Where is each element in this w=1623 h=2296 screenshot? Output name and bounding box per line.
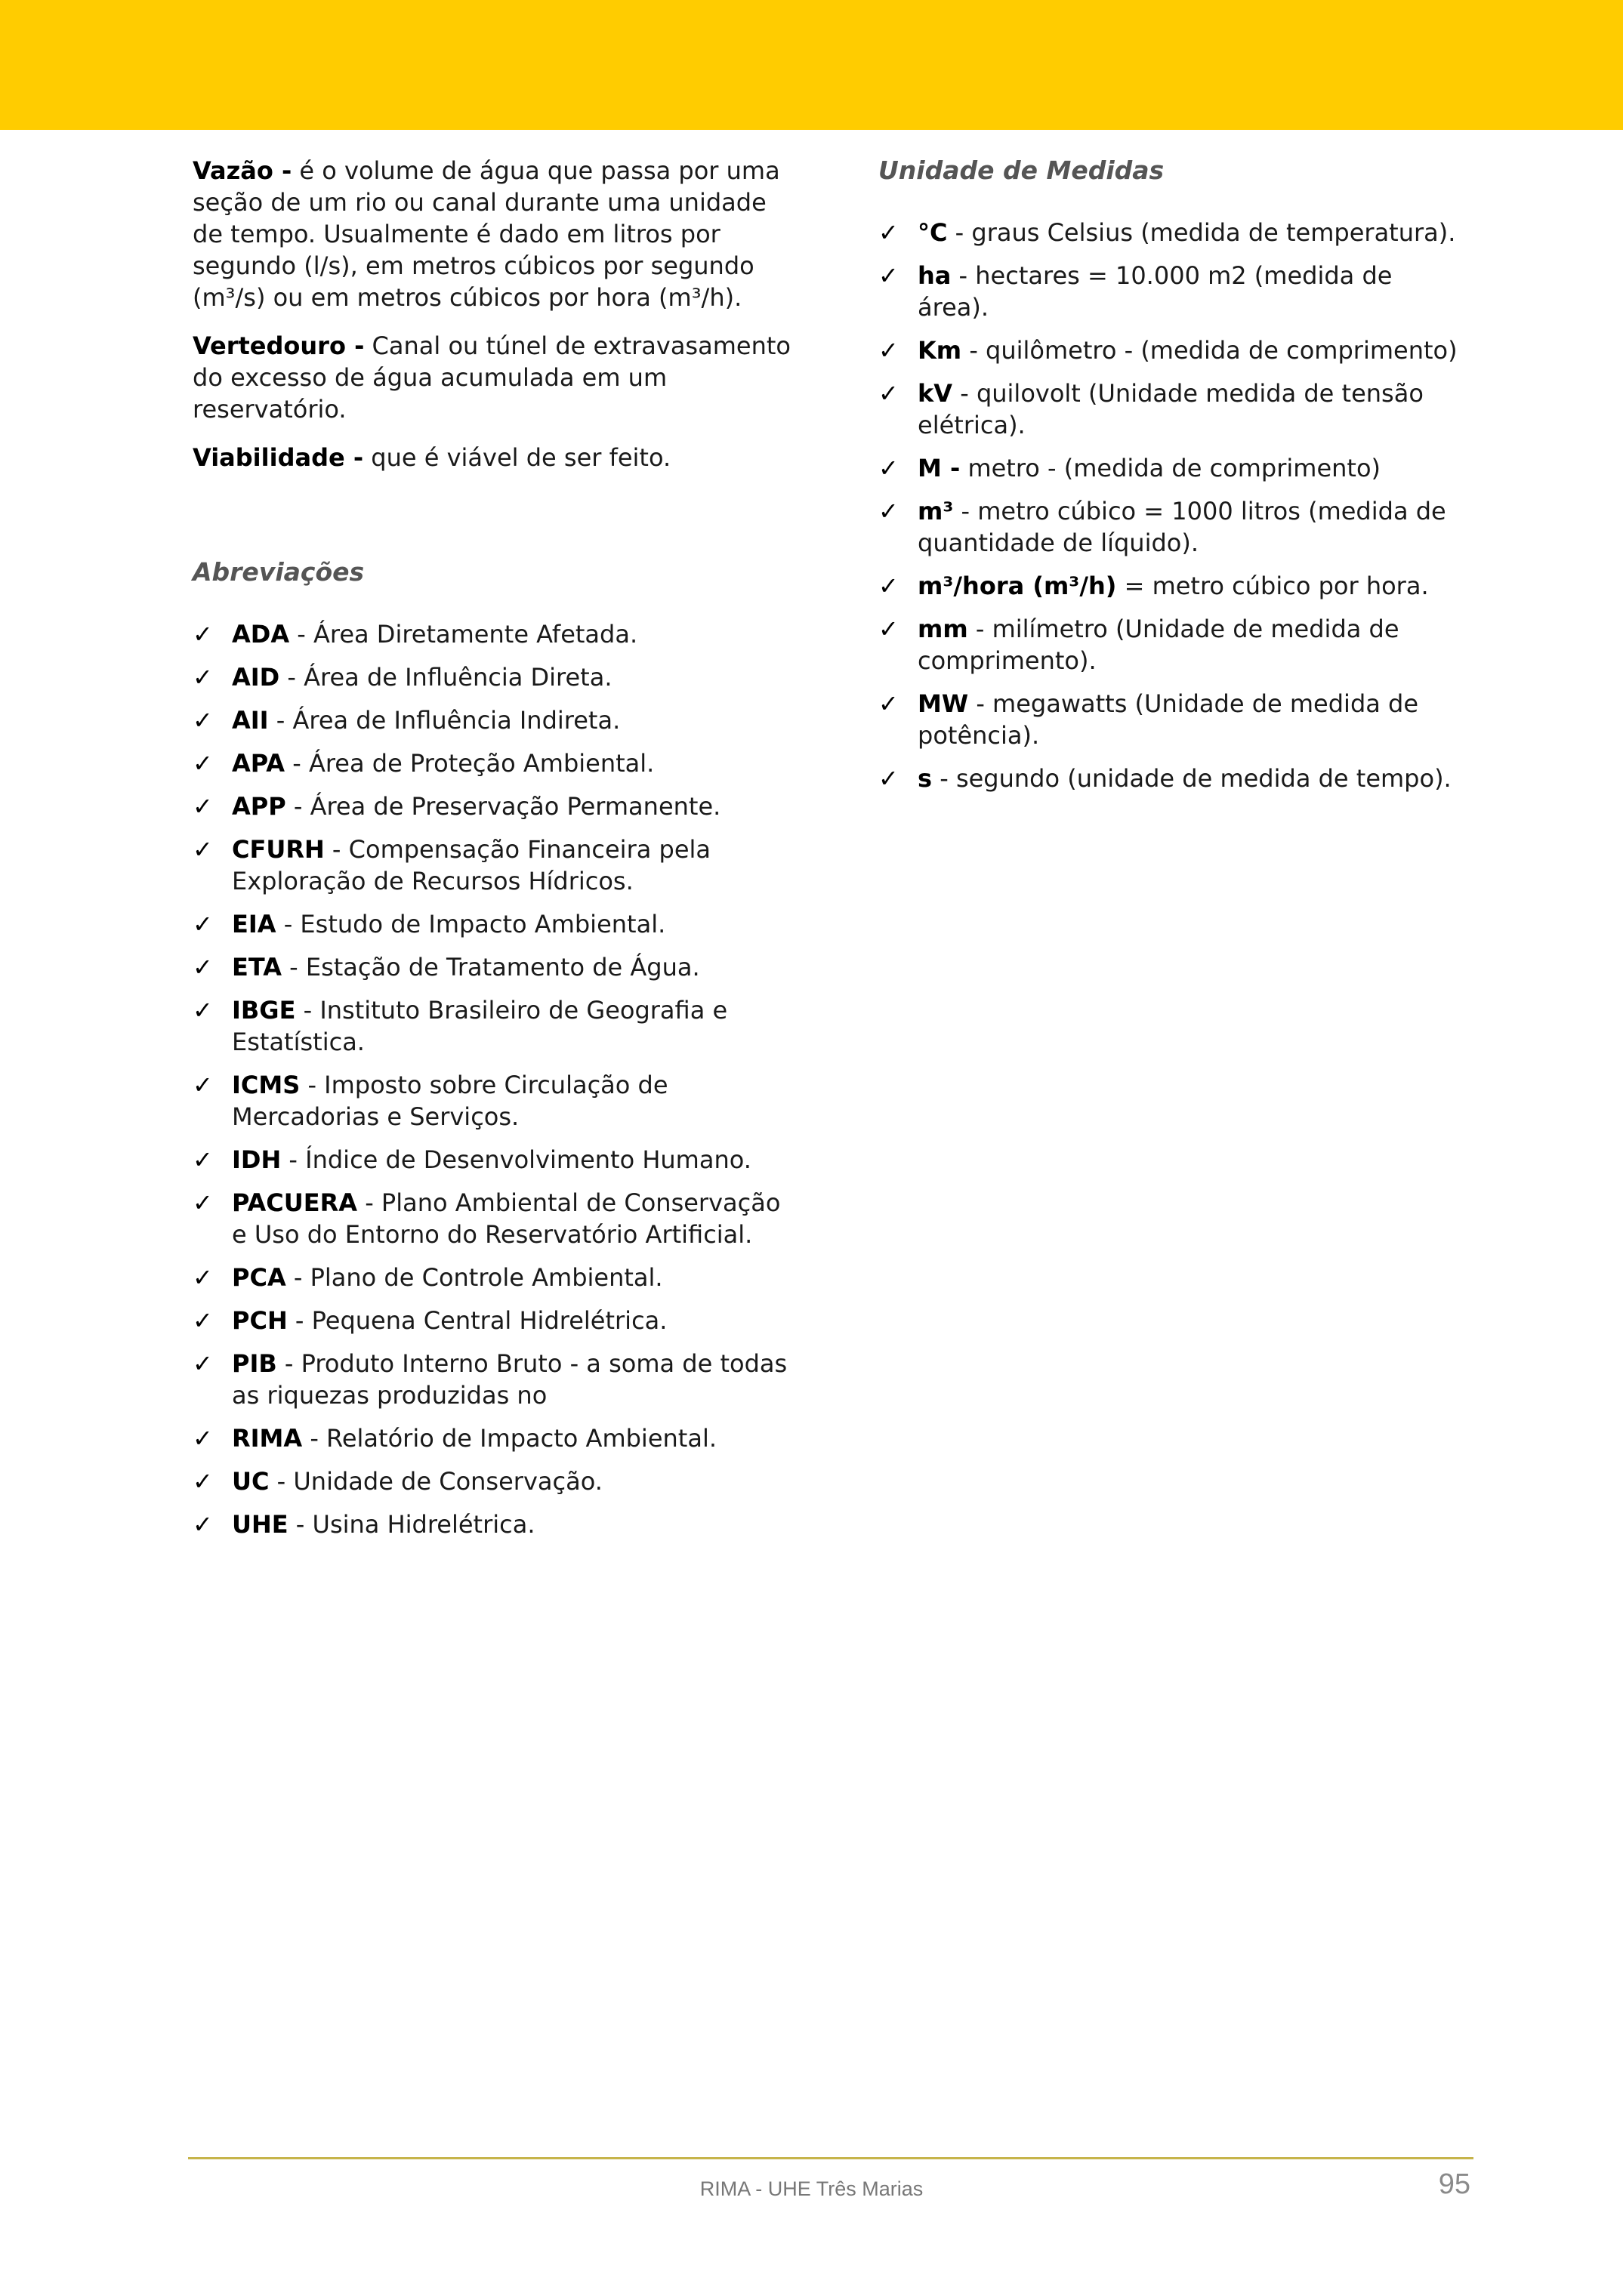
item-abbreviation: PIB: [232, 1349, 277, 1378]
list-item: [193, 1069, 797, 1133]
item-abbreviation: IBGE: [232, 996, 296, 1025]
checkmark-icon: ✓: [878, 615, 899, 643]
list-item: [193, 747, 797, 779]
list-item: [193, 1422, 797, 1454]
item-description: - Pequena Central Hidrelétrica.: [287, 1306, 668, 1335]
item-description: - Produto Interno Bruto - a soma de todas as riquezas produzidas no: [232, 1349, 788, 1410]
item-description: - quilômetro - (medida de comprimento): [961, 336, 1458, 365]
list-item: [878, 334, 1467, 366]
glossary-entry-vertedouro: [193, 330, 797, 425]
item-description: - Unidade de Conservação.: [269, 1467, 603, 1496]
item-abbreviation: RIMA: [232, 1424, 303, 1453]
item-description: - Plano Ambiental de Conservação e Uso do Entorno do Reservatório Artificial.: [232, 1188, 781, 1249]
item-description: - Estudo de Impacto Ambiental.: [276, 910, 666, 938]
item-description: - Plano de Controle Ambiental.: [285, 1263, 663, 1292]
list-item: [193, 1465, 797, 1497]
item-abbreviation: PCH: [232, 1306, 288, 1335]
item-abbreviation: UC: [232, 1467, 270, 1496]
units-title: Unidade de Medidas: [878, 156, 1165, 185]
item-abbreviation: AII: [232, 706, 269, 735]
checkmark-icon: ✓: [878, 497, 899, 525]
item-abbreviation: ICMS: [232, 1071, 301, 1099]
item-abbreviation: °C: [918, 218, 948, 247]
checkmark-icon: ✓: [193, 1424, 213, 1453]
list-item: [878, 378, 1467, 441]
item-description: - quilovolt (Unidade medida de tensão elétrica).: [918, 379, 1424, 439]
item-description: - Área de Preservação Permanente.: [285, 792, 721, 821]
item-description: - metro cúbico = 1000 litros (medida de quantidade de líquido).: [918, 497, 1446, 557]
checkmark-icon: ✓: [193, 706, 213, 735]
list-item: [193, 994, 797, 1058]
checkmark-icon: ✓: [878, 261, 899, 290]
units-list: [878, 217, 1467, 794]
glossary-definition: é o volume de água que passa por uma seção de um rio ou canal durante uma unidade de tempo. Usualmente é dado em litros por segundo (l/s), em metros cúbicos por segundo (m³/s) ou em metros cúbicos por hora (m³/h).: [193, 156, 780, 312]
list-item: [193, 791, 797, 822]
item-abbreviation: m³: [918, 497, 954, 525]
list-item: [878, 688, 1467, 751]
glossary-term: Viabilidade -: [193, 443, 364, 472]
checkmark-icon: ✓: [193, 1071, 213, 1099]
item-abbreviation: ha: [918, 261, 952, 290]
item-abbreviation: s: [918, 764, 933, 793]
item-abbreviation: m³/hora (m³/h): [918, 572, 1117, 600]
checkmark-icon: ✓: [878, 379, 899, 408]
page-number: 95: [1438, 2168, 1470, 2200]
item-abbreviation: ADA: [232, 620, 290, 649]
item-abbreviation: EIA: [232, 910, 276, 938]
list-item: [193, 1305, 797, 1336]
item-description: - hectares = 10.000 m2 (medida de área).: [918, 261, 1393, 322]
checkmark-icon: ✓: [878, 454, 899, 482]
item-description: metro - (medida de comprimento): [960, 454, 1381, 482]
checkmark-icon: ✓: [193, 620, 213, 649]
item-abbreviation: CFURH: [232, 835, 325, 864]
item-description: - Área de Influência Direta.: [279, 663, 612, 692]
glossary-term: Vazão -: [193, 156, 292, 185]
item-abbreviation: UHE: [232, 1510, 288, 1539]
list-item: [878, 613, 1467, 676]
right-column: [878, 155, 1467, 806]
list-item: [193, 1348, 797, 1411]
item-abbreviation: Km: [918, 336, 962, 365]
glossary-definition: que é viável de ser feito.: [363, 443, 671, 472]
footer-divider: [188, 2157, 1473, 2159]
abbreviations-title: Abreviações: [193, 557, 365, 587]
item-abbreviation: IDH: [232, 1145, 282, 1174]
item-description: - Usina Hidrelétrica.: [288, 1510, 535, 1539]
item-description: - Estação de Tratamento de Água.: [281, 953, 700, 982]
item-abbreviation: APA: [232, 749, 285, 778]
item-description: - Área de Influência Indireta.: [268, 706, 621, 735]
checkmark-icon: ✓: [878, 336, 899, 365]
checkmark-icon: ✓: [193, 1263, 213, 1292]
checkmark-icon: ✓: [193, 1145, 213, 1174]
item-abbreviation: APP: [232, 792, 286, 821]
checkmark-icon: ✓: [878, 764, 899, 793]
item-abbreviation: mm: [918, 615, 968, 643]
list-item: [193, 1187, 797, 1250]
checkmark-icon: ✓: [878, 218, 899, 247]
list-item: [193, 1509, 797, 1540]
checkmark-icon: ✓: [193, 749, 213, 778]
item-description: - Área Diretamente Afetada.: [289, 620, 638, 649]
item-description: - milímetro (Unidade de medida de comprimento).: [918, 615, 1399, 675]
header-band: [0, 0, 1623, 130]
checkmark-icon: ✓: [193, 792, 213, 821]
left-column: [193, 155, 797, 1552]
item-description: - graus Celsius (medida de temperatura).: [947, 218, 1456, 247]
item-abbreviation: M -: [918, 454, 961, 482]
list-item: [878, 452, 1467, 484]
list-item: [193, 1144, 797, 1176]
item-abbreviation: AID: [232, 663, 280, 692]
checkmark-icon: ✓: [193, 1467, 213, 1496]
item-description: - Instituto Brasileiro de Geografia e Estatística.: [232, 996, 728, 1056]
list-item: [878, 763, 1467, 794]
item-abbreviation: kV: [918, 379, 953, 408]
glossary-entry-vazao: [193, 155, 797, 313]
list-item: [193, 834, 797, 897]
item-abbreviation: ETA: [232, 953, 282, 982]
item-description: - Índice de Desenvolvimento Humano.: [281, 1145, 751, 1174]
list-item: [193, 661, 797, 693]
checkmark-icon: ✓: [878, 572, 899, 600]
list-item: [193, 1262, 797, 1293]
glossary-definition: Canal ou túnel de extravasamento do excesso de água acumulada em um reservatório.: [193, 331, 791, 424]
checkmark-icon: ✓: [878, 689, 899, 718]
glossary: [193, 155, 797, 473]
checkmark-icon: ✓: [193, 1306, 213, 1335]
checkmark-icon: ✓: [193, 953, 213, 982]
checkmark-icon: ✓: [193, 996, 213, 1025]
checkmark-icon: ✓: [193, 1349, 213, 1378]
item-description: - Imposto sobre Circulação de Mercadorias e Serviços.: [232, 1071, 668, 1131]
list-item: [878, 570, 1467, 602]
item-description: - segundo (unidade de medida de tempo).: [932, 764, 1452, 793]
checkmark-icon: ✓: [193, 835, 213, 864]
list-item: [193, 951, 797, 983]
list-item: [878, 217, 1467, 248]
item-abbreviation: MW: [918, 689, 969, 718]
list-item: [193, 908, 797, 940]
item-description: - Área de Proteção Ambiental.: [285, 749, 655, 778]
checkmark-icon: ✓: [193, 1510, 213, 1539]
checkmark-icon: ✓: [193, 910, 213, 938]
list-item: [193, 704, 797, 736]
checkmark-icon: ✓: [193, 663, 213, 692]
item-description: - Relatório de Impacto Ambiental.: [302, 1424, 717, 1453]
abbreviations-list: [193, 618, 797, 1540]
glossary-term: Vertedouro -: [193, 331, 365, 360]
item-description: - megawatts (Unidade de medida de potência).: [918, 689, 1419, 750]
item-abbreviation: PCA: [232, 1263, 286, 1292]
item-description: - Compensação Financeira pela Exploração de Recursos Hídricos.: [232, 835, 711, 895]
footer-title: RIMA - UHE Três Marias: [699, 2177, 924, 2200]
glossary-entry-viabilidade: [193, 442, 797, 473]
list-item: [878, 260, 1467, 323]
item-abbreviation: PACUERA: [232, 1188, 358, 1217]
list-item: [878, 495, 1467, 559]
list-item: [193, 618, 797, 650]
item-description: = metro cúbico por hora.: [1116, 572, 1429, 600]
checkmark-icon: ✓: [193, 1188, 213, 1217]
